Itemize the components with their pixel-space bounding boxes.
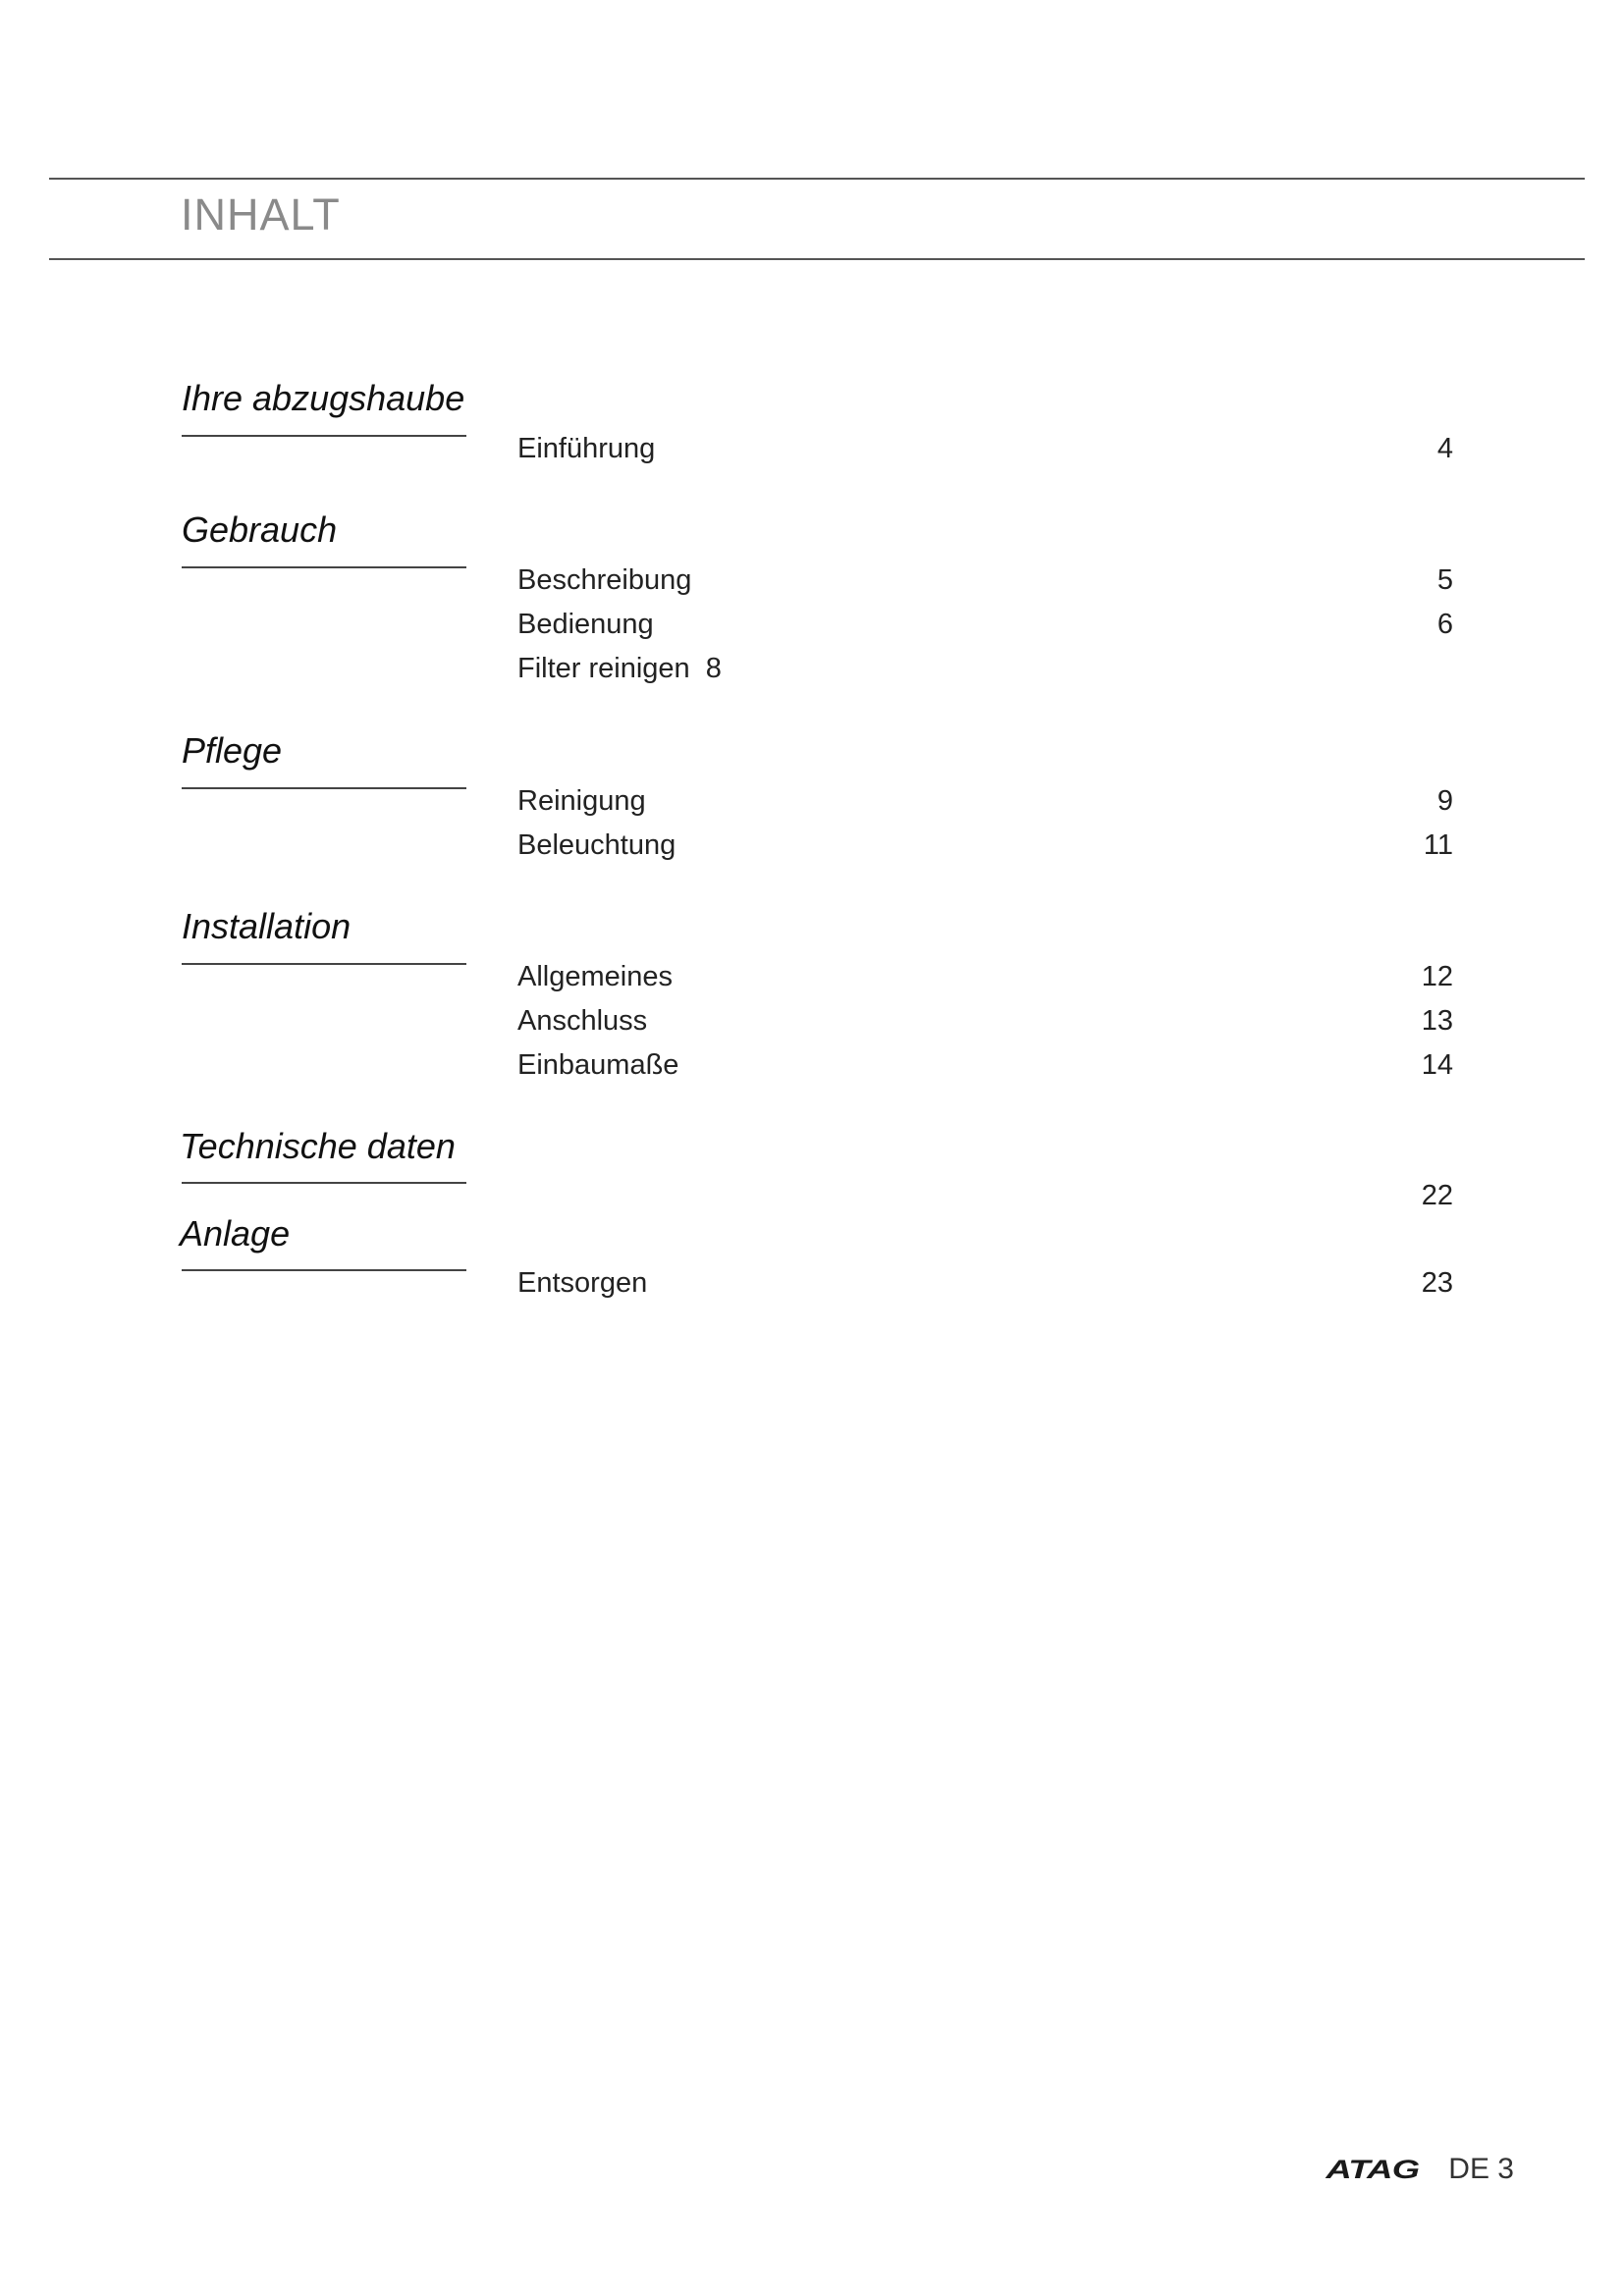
toc-entry[interactable] xyxy=(0,608,1624,641)
toc-entry[interactable] xyxy=(0,1179,1624,1212)
toc-entry-label: Reinigung xyxy=(517,785,646,817)
toc-entry[interactable] xyxy=(0,1266,1624,1300)
toc-entry-label: Beleuchtung xyxy=(517,829,677,861)
toc-entry-page: 4 xyxy=(1436,433,1453,464)
page-number: DE 3 xyxy=(1448,2153,1514,2185)
toc-entry[interactable] xyxy=(0,960,1624,993)
toc-entry-label: Allgemeines xyxy=(517,961,673,992)
toc-entry-label: Einbaumaße xyxy=(517,1049,679,1081)
page-footer xyxy=(1326,2150,1514,2189)
brand-logo: ATAG xyxy=(1326,2154,1420,2184)
section-heading: Gebrauch xyxy=(182,509,338,550)
toc-entry-label: Einführung xyxy=(517,433,656,464)
header-bottom-rule xyxy=(49,258,1585,260)
toc-entry-label: Bedienung xyxy=(517,609,654,640)
header-top-rule xyxy=(49,178,1585,180)
toc-entry[interactable] xyxy=(0,1048,1624,1082)
toc-entry[interactable] xyxy=(0,563,1624,597)
toc-entry-page: 9 xyxy=(1436,785,1453,817)
toc-entry[interactable] xyxy=(0,652,1624,685)
toc-entry-page: 5 xyxy=(1436,564,1453,596)
section-heading: Anlage xyxy=(180,1213,291,1254)
toc-entry-label: Filter reinigen 8 xyxy=(517,653,722,684)
toc-entry[interactable] xyxy=(0,828,1624,862)
toc-entry-page: 6 xyxy=(1436,609,1453,640)
toc-entry-label: Entsorgen xyxy=(517,1267,648,1299)
section-heading: Installation xyxy=(182,906,352,946)
section-heading: Pflege xyxy=(182,730,283,771)
toc-entry-label: Beschreibung xyxy=(517,564,692,596)
toc-entry[interactable] xyxy=(0,432,1624,465)
page-title: INHALT xyxy=(181,189,341,240)
section-heading: Technische daten xyxy=(180,1126,456,1166)
toc-entry-label: Anschluss xyxy=(517,1005,648,1037)
toc-entry[interactable] xyxy=(0,784,1624,818)
toc-entry-page: 22 xyxy=(1421,1180,1453,1211)
toc-entry-page: 13 xyxy=(1421,1005,1453,1037)
toc-entry[interactable] xyxy=(0,1004,1624,1038)
section-heading: Ihre abzugshaube xyxy=(182,378,465,418)
toc-entry-page: 12 xyxy=(1421,961,1453,992)
toc-entry-page: 11 xyxy=(1423,829,1453,861)
toc-entry-page: 23 xyxy=(1421,1267,1453,1299)
toc-entry-page: 14 xyxy=(1421,1049,1453,1081)
